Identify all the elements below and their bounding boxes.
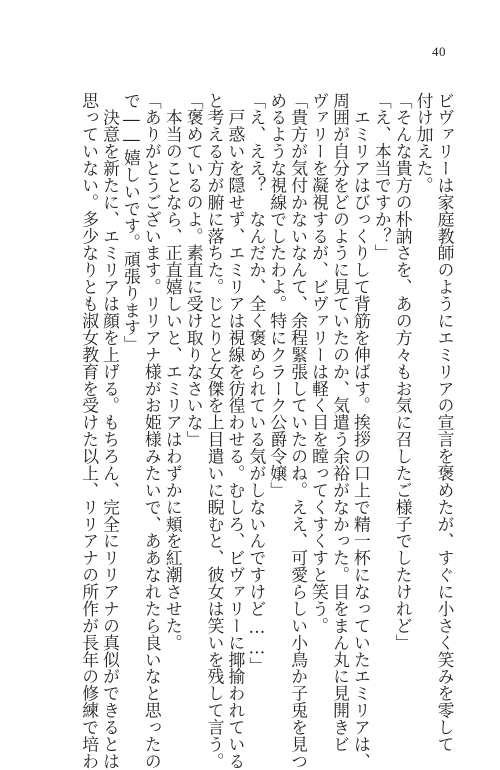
text-line: めるような視線でしたわよ。特にクラーク公爵令嬢」 (267, 92, 288, 499)
page-number: 40 (432, 44, 446, 59)
text-line: エミリアはびっくりして背筋を伸ばす。挨拶の口上で精一杯になっていたエミリアは、 (351, 92, 372, 770)
text-line: 「貴方が気付かないなんて、余程緊張していたのね。ええ、可愛らしい小鳥か子兎を見つ (288, 92, 309, 770)
text-line: ビヴァリーは家庭教師のようにエミリアの宣言を褒めたが、すぐに小さく笑みを零して (435, 92, 455, 753)
text-line: で――嬉しいです。頑張ります」 (121, 92, 142, 353)
text-line: 「ありがとうございます。リリアナ様がお姫様みたいで、ああなれたら良いなと思ったの (142, 92, 163, 770)
text-line: 戸惑いを隠せず、エミリアは視線を彷徨わせる。むしろ、ビヴァリーに揶揄われている (225, 92, 246, 770)
text-line: 「褒めているのよ。素直に受け取りなさいな」 (184, 92, 205, 448)
text-line: 決意を新たに、エミリアは顔を上げる。もちろん、完全にリリアナの真似ができるとは (100, 92, 121, 770)
text-line: 「そんな貴方の朴訥さを、あの方々もお気に召したご様子でしたけれど」 (393, 92, 414, 652)
body-text (56, 92, 455, 770)
text-line: と考える方が腑に落ちた。じとりと女傑を上目遣いに睨むと、彼女は笑いを残して言う。 (205, 92, 226, 770)
text-line: 周囲が自分をどのように見ていたのか、気遣う余裕がなかった。目をまん丸に見開きビ (330, 92, 351, 753)
text-line: 付け加えた。 (414, 92, 435, 194)
text-line: ヴァリーを凝視するが、ビヴァリーは軽く目を瞠ってくすくすと笑う。 (309, 92, 330, 635)
text-line: 「え、ええ？ なんだか、全く褒められている気がしないんですけど……」 (246, 92, 267, 675)
text-line: 本当のことなら、正直嬉しいと、エミリアはわずかに頬を紅潮させた。 (163, 92, 184, 652)
text-line: 「え、本当ですか？」 (372, 92, 393, 262)
text-line: 思っていない。多少なりとも淑女教育を受けた以上、リリアナの所作が長年の修練で培わ (79, 92, 100, 770)
